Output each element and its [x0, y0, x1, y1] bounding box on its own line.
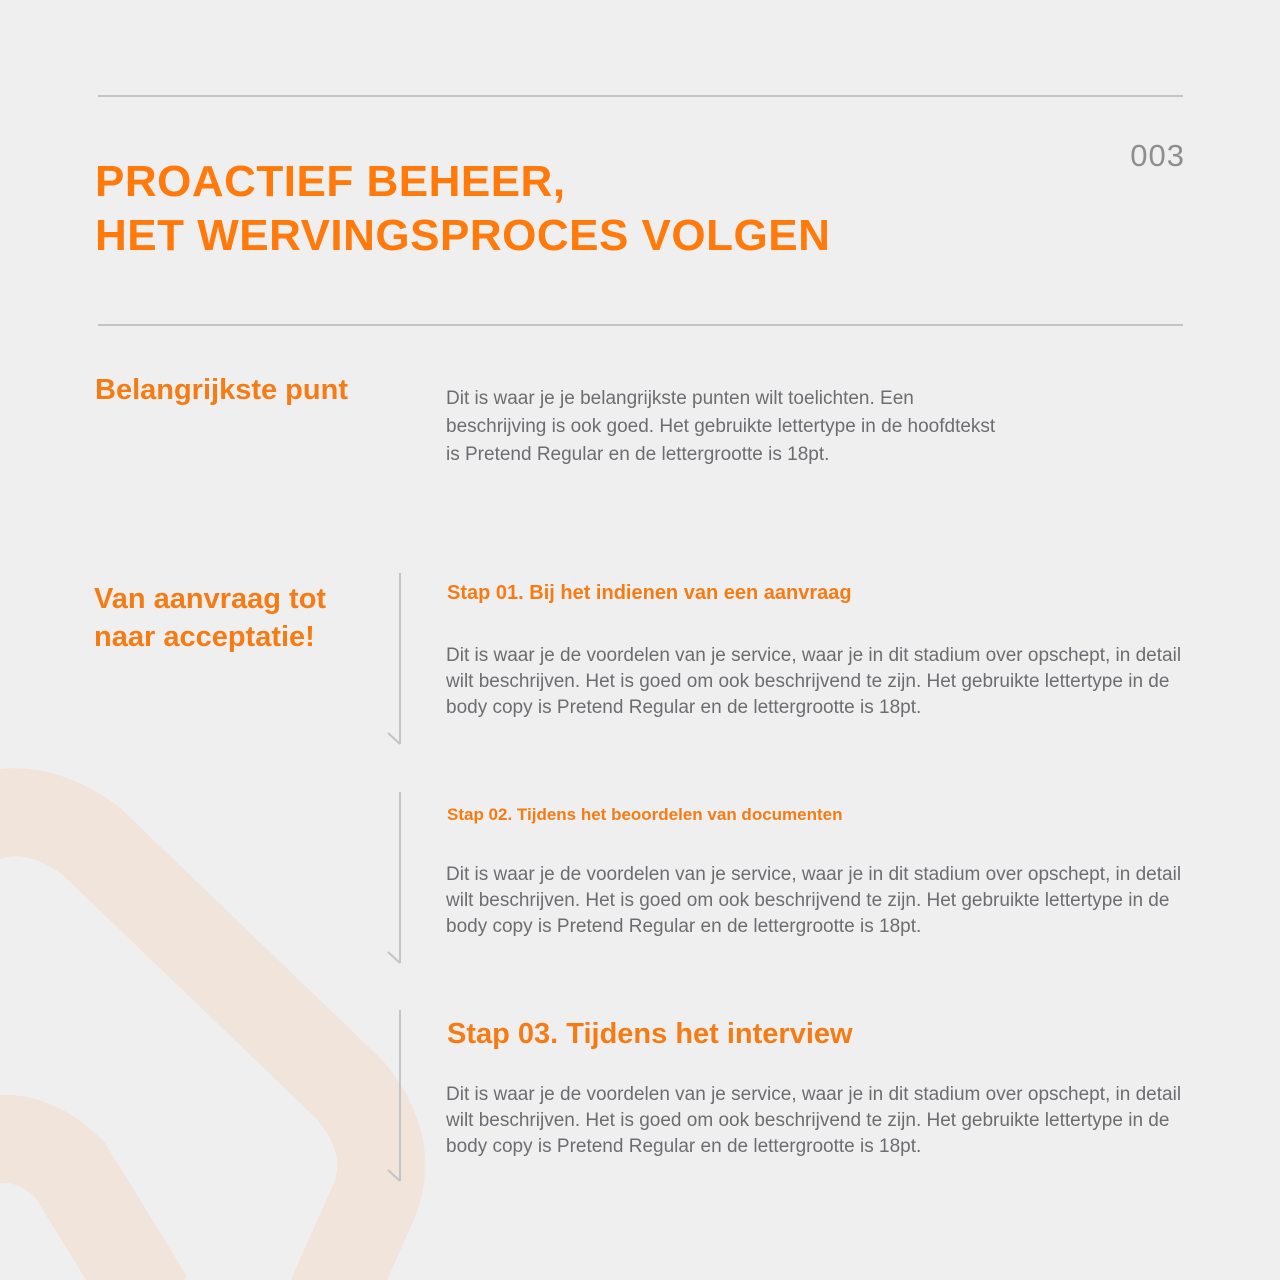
page-title-line-2: HET WERVINGSPROCES VOLGEN [95, 211, 831, 260]
step-1-text: Dit is waar je de voordelen van je service, waar je in dit stadium over opschept, in detail wilt beschrijven. Het is goed om ook beschrijvend te zijn. Het gebruikte lettertype in de body copy is Pretend Regular en de lettergrootte is 18pt. [446, 645, 1182, 718]
step-1-connector-arrow-icon [386, 573, 402, 745]
step-2-text: Dit is waar je de voordelen van je service, waar je in dit stadium over opschept, in detail wilt beschrijven. Het is goed om ook beschrijvend te zijn. Het gebruikte lettertype in de body copy is Pretend Regular en de lettergrootte is 18pt. [446, 864, 1182, 937]
key-point-text: Dit is waar je je belangrijkste punten wilt toelichten. Een beschrijving is ook goed. Het gebruikte lettertype in de hoofdtekst is Pretend Regular en de lettergrootte is 18pt. [446, 388, 996, 465]
step-3-title: Stap 03. Tijdens het interview [447, 1018, 853, 1050]
step-2-connector-arrow-icon [386, 792, 402, 964]
key-point-heading: Belangrijkste punt [95, 374, 348, 406]
step-1-title: Stap 01. Bij het indienen van een aanvraag [447, 582, 852, 604]
step-3-text: Dit is waar je de voordelen van je service, waar je in dit stadium over opschept, in detail wilt beschrijven. Het is goed om ook beschrijvend te zijn. Het gebruikte lettertype in de body copy is Pretend Regular en de lettergrootte is 18pt. [446, 1084, 1182, 1157]
page-title-line-1: PROACTIEF BEHEER, [95, 157, 566, 206]
step-2-title: Stap 02. Tijdens het beoordelen van documenten [447, 805, 843, 824]
process-heading: Van aanvraag tot naar acceptatie! [94, 583, 327, 653]
page-number: 003 [1130, 138, 1185, 173]
top-divider [98, 95, 1183, 97]
section-divider [98, 324, 1183, 326]
step-3-connector-arrow-icon [386, 1010, 402, 1182]
page-title [95, 155, 830, 263]
